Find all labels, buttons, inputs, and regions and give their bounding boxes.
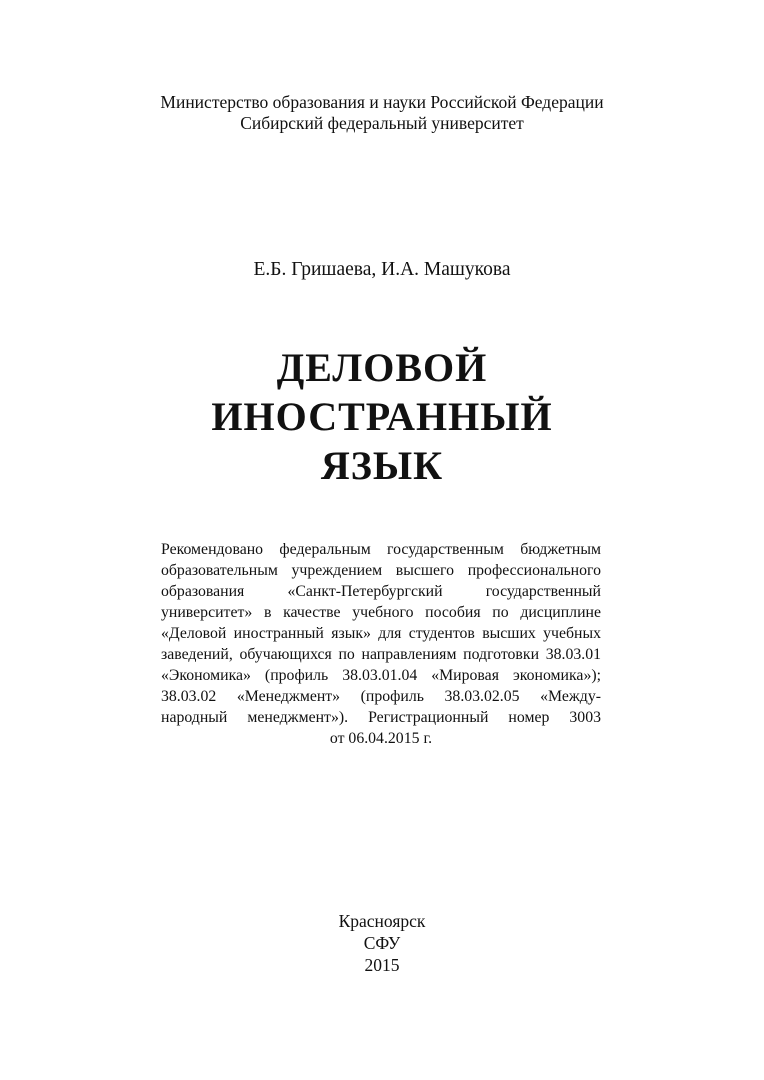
recommendation-line: «Деловой иностранный язык» для студентов высших учебных [161,625,601,642]
title-line-3: ЯЗЫК [320,443,444,488]
recommendation-line: заведений, обучающихся по направлениям подготовки 38.03.01 [161,646,601,663]
publisher: СФУ [363,933,401,953]
title-line-1: ДЕЛОВОЙ [276,345,488,390]
institution-header [0,92,764,134]
recommendation-line: от 06.04.2015 г. [329,730,433,747]
recommendation-line: образовательным учреждением высшего профессионального [161,562,601,579]
recommendation-line: образования «Санкт-Петербургский государственный [161,583,601,600]
book-title [0,343,764,490]
recommendation-line: Рекомендовано федеральным государственным бюджетным [161,541,601,558]
imprint [0,910,764,976]
recommendation-line: народный менеджмент»). Регистрационный номер 3003 [161,709,601,726]
recommendation-line: 38.03.02 «Менеджмент» (профиль 38.03.02.05 «Между- [161,688,601,705]
recommendation-line: университет» в качестве учебного пособия по дисциплине [161,604,601,621]
recommendation-line: «Экономика» (профиль 38.03.01.04 «Мировая экономика»); [161,667,601,684]
recommendation-text [161,539,601,749]
university-name: Сибирский федеральный университет [240,113,524,133]
city: Красноярск [338,911,426,931]
title-line-2: ИНОСТРАННЫЙ [211,394,553,439]
year: 2015 [364,955,400,975]
ministry-name: Министерство образования и науки Российской Федерации [160,92,604,112]
authors: Е.Б. Гришаева, И.А. Машукова [253,259,511,280]
